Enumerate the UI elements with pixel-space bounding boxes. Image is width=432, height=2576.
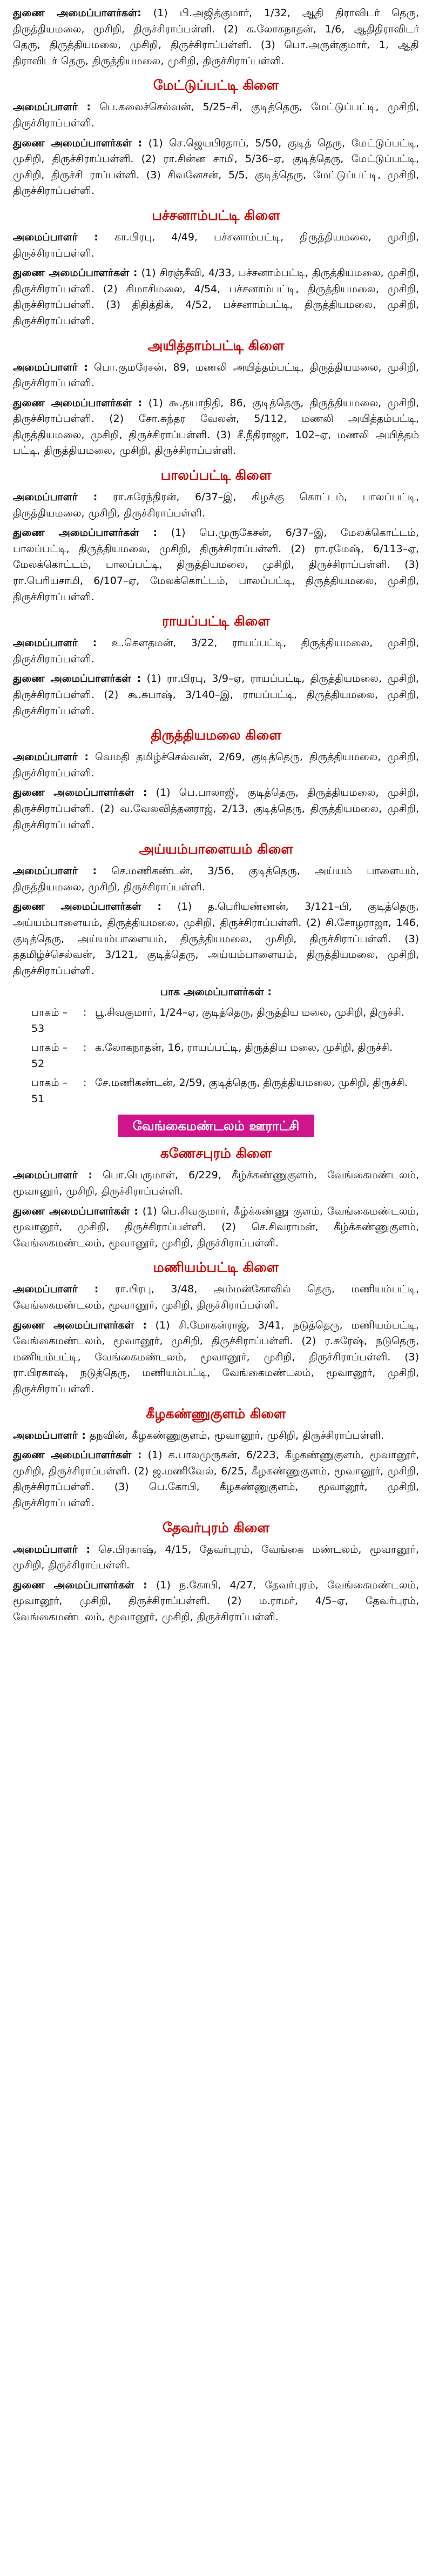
member-paragraph — [13, 635, 419, 667]
member-details: (1) சிரஞ்சீவி, 4/33, பச்சனாம்பட்டி, திருத்தியமலை, முசிறி, திருச்சிராப்பள்ளி. (2) சிமாசிமலை, 4/54, பச்சனாம்பட்டி, திருத்தியமலை, முசிறி, திருச்சிராப்பள்ளி. (3) திதித்திக், 4/52, பச்சனாம்பட்டி, திருத்தியமலை, முசிறி, திருச்சிராப்பள்ளி. — [13, 267, 419, 327]
member-details: பெ.கலைச்செல்வன், 5/25–சி, குடித்தெரு, மேட்டுப்பட்டி, முசிறி, திருச்சிராப்பள்ளி. — [13, 101, 419, 129]
member-paragraph — [13, 863, 419, 895]
role-label: அமைப்பாளர் : — [13, 1543, 91, 1555]
branch-section — [13, 1143, 419, 1251]
member-paragraph — [13, 525, 419, 605]
branch-heading: அய்யம்பாளையம் கிளை — [139, 841, 293, 857]
role-label: அமைப்பாளர் : — [13, 751, 89, 763]
intro-label: துணை அமைப்பாளர்கள்: — [13, 7, 141, 19]
role-label: துணை அமைப்பாளர்கள் : — [13, 1205, 138, 1217]
pagam-number: பாகம் – 52 — [31, 1042, 68, 1070]
pagam-value: பூ.சிவகுமார், 1/24–ஏ, குடித்தெரு, திருத்திய மலை, முசிறி, திருச்சி. — [95, 1006, 404, 1018]
member-details: கா.பிரபு, 4/49, பச்சனாம்பட்டி, திருத்தியமலை, முசிறி, திருச்சிராப்பள்ளி. — [13, 231, 420, 259]
member-details: ரா.பிரபு, 3/48, அம்மன்கோவில் தெரு, மணியம்பட்டி, வேங்கைமண்டலம், மூவானூர், முசிறி, திருச்சிராப்பள்ளி. — [13, 1283, 419, 1312]
branch-heading: அயித்தாம்பட்டி கிளை — [147, 337, 285, 353]
intro-paragraph — [13, 5, 419, 69]
role-label: அமைப்பாளர் : — [13, 361, 88, 373]
member-details: (1) சி.மோகன்ராஜ், 3/41, நடுத்தெரு, மணியம்பட்டி, வேங்கைமண்டலம், மூவானூர், முசிறி, திருச்சிராப்பள்ளி. (2) ர.சுரேஷ், நடுதெரு, மணியம்பட்டி, வேங்கைமண்டலம், மூவானூர், முசிறி, திருச்சிராப்பள்ளி. (3) ரா.பிரகாஷ், நடுத்தெரு, மணியம்பட்டி, வேங்கைமண்டலம், மூவானூர், முசிறி, திருச்சிராப்பள்ளி. — [13, 1319, 419, 1395]
role-label: துணை அமைப்பாளர்கள் : — [13, 1449, 142, 1461]
role-label: துணை அமைப்பாளர்கள் : — [13, 137, 143, 149]
pagam-rows — [13, 1005, 419, 1108]
member-paragraph — [13, 1542, 419, 1574]
member-paragraph — [13, 136, 419, 199]
member-paragraph — [13, 265, 419, 329]
role-label: அமைப்பாளர் : — [13, 1429, 86, 1441]
branch-heading: திருத்தியமலை கிளை — [151, 727, 281, 743]
pagam-colon: : — [83, 1006, 87, 1018]
member-paragraph — [13, 1204, 419, 1252]
member-paragraph — [13, 489, 419, 521]
role-label: அமைப்பாளர் : — [13, 865, 97, 877]
branch-section — [13, 336, 419, 460]
member-paragraph — [13, 1447, 419, 1511]
member-details: (1) ரா.பிரபு, 3/9–ஏ, ராயப்பட்டி, திருத்தியமலை, முசிறி, திருச்சிராப்பள்ளி. (2) கூ.சுபாஷ், 3/140–இ, ராயப்பட்டி, திருத்தியமலை, முசிறி, திருச்சிராப்பள்ளி. — [13, 673, 419, 717]
pagam-title: பாக அமைப்பாளர்கள் : — [160, 986, 272, 998]
role-label: அமைப்பாளர் : — [13, 1169, 92, 1182]
member-details: (1) பெ.பாலாஜி, குடித்தெரு, திருத்தியமலை, முசிறி, திருச்சிராப்பள்ளி. (2) வ.வேலவித்தனராஜ், 2/13, குடித்தெரு, திருத்தியமலை, முசிறி, திருச்சிராப்பள்ளி. — [13, 787, 419, 831]
branch-section — [13, 839, 419, 979]
role-label: துணை அமைப்பாளர்கள் : — [13, 1319, 147, 1331]
pagam-number: பாகம் – 51 — [31, 1077, 68, 1105]
member-details: பொ.குமரேசன், 89, மணலி அயித்தம்பட்டி, திருத்தியமலை, முசிறி, திருச்சிராப்பள்ளி. — [13, 361, 419, 390]
member-details: செ.பிரகாஷ், 4/15, தேவர்புரம், வேங்கை மண்டலம், மூவானூர், முசிறி, திருச்சிராப்பள்ளி. — [13, 1543, 420, 1572]
branch-heading: மேட்டுப்பட்டி கிளை — [153, 77, 279, 93]
branch-heading: கீழகண்ணுகுளம் கிளை — [146, 1405, 286, 1421]
member-paragraph — [13, 749, 419, 781]
branch-heading: பச்சனாம்பட்டி கிளை — [152, 207, 280, 223]
pagam-colon: : — [83, 1077, 87, 1089]
member-paragraph — [13, 395, 419, 459]
branch-section — [13, 75, 419, 199]
member-details: தநவின், கீழகண்ணுகுளம், மூவானூர், முசிறி, திருச்சிராப்பள்ளி. — [89, 1429, 384, 1441]
member-details: (1) கூ.தயாநிதி, 86, குடித்தெரு, திருத்தியமலை, முசிறி, திருச்சிராப்பள்ளி. (2) சோ.சுந்தர வேலன், 5/112, மணலி அயித்தம்பட்டி, திருத்தியமலை, முசிறி, திருச்சிராப்பள்ளி. (3) சீ.நீதிராஜா, 102–ஏ, மணலி அயித்தம் பட்டி, திருத்தியமலை, முசிறி, திருச்சிராப்பள்ளி. — [13, 397, 420, 457]
branch-section — [13, 1518, 419, 1626]
branch-sections-part1 — [13, 75, 419, 979]
panchayat-banner-wrap — [13, 1115, 419, 1137]
member-paragraph — [13, 785, 419, 833]
role-label: அமைப்பாளர் : — [13, 491, 98, 504]
member-paragraph — [13, 671, 419, 719]
role-label: அமைப்பாளர் : — [13, 1283, 99, 1296]
member-paragraph — [13, 1428, 419, 1444]
member-details: வெமதி தமிழ்ச்செல்வன், 2/69, குடித்தெரு, திருத்தியமலை, முசிறி, திருச்சிராப்பள்ளி. — [13, 751, 419, 779]
role-label: அமைப்பாளர் : — [13, 637, 97, 649]
member-details: (1) ந.கோபி, 4/27, தேவர்புரம், வேங்கைமண்டலம், மூவானூர், முசிறி, திருச்சிராப்பள்ளி. (2) ம.ராமர், 4/5–ஏ, தேவர்புரம், வேங்கைமண்டலம், மூவானூர், முசிறி, திருச்சிராப்பள்ளி. — [13, 1579, 420, 1623]
member-details: பொ.பெருமாள், 6/229, கீழ்க்கண்ணுகுளம், வேங்கைமண்டலம், மூவானூர், முசிறி, திருச்சிராப்பள்ளி. — [13, 1169, 420, 1198]
pagam-colon: : — [83, 1042, 87, 1054]
role-label: துணை அமைப்பாளர்கள் : — [13, 787, 147, 799]
member-paragraph — [13, 899, 419, 979]
role-label: துணை அமைப்பாளர்கள் : — [13, 527, 158, 539]
branch-heading: பாலப்பட்டி கிளை — [160, 467, 272, 484]
branch-section — [13, 465, 419, 605]
pagam-row — [13, 1075, 419, 1107]
member-paragraph — [13, 1168, 419, 1199]
role-label: அமைப்பாளர் : — [13, 231, 98, 243]
member-paragraph — [13, 1282, 419, 1313]
member-paragraph — [13, 230, 419, 261]
panchayat-banner: வேங்கைமண்டலம் ஊராட்சி — [118, 1115, 315, 1137]
member-details: ரா.சுரேந்திரன், 6/37–இ, கிழக்கு கொட்டம், பாலப்பட்டி, திருத்தியமலை, முசிறி, திருச்சிராப்பள்ளி. — [13, 491, 419, 519]
branch-heading: கணேசபுரம் கிளை — [160, 1145, 272, 1162]
member-paragraph — [13, 1318, 419, 1398]
pagam-row — [13, 1040, 419, 1072]
member-details: செ.மணிகண்டன், 3/56, குடித்தெரு, அய்யம் பாளையம், திருத்தியமலை, முசிறி, திருச்சிராப்பள்ளி. — [13, 865, 419, 893]
member-details: (1) பெ.சிவகுமார், கீழ்க்கண்ணு குளம், வேங்கைமண்டலம், மூவானூர், முசிறி, திருச்சிராப்பள்ளி. (2) செ.சிவராமன், கீழ்க்கண்ணுகுளம், வேங்கைமண்டலம், மூவானூர், முசிறி, திருச்சிராப்பள்ளி. — [13, 1205, 420, 1249]
member-paragraph — [13, 360, 419, 392]
role-label: துணை அமைப்பாளர்கள் : — [13, 673, 141, 685]
role-label: துணை அமைப்பாளர்கள் : — [13, 397, 143, 409]
role-label: துணை அமைப்பாளர்கள் : — [13, 1579, 147, 1591]
pagam-value: க.லோகநாதன், 16, ராயப்பட்டி, திருத்திய மலை, முசிறி, திருச்சி. — [95, 1042, 393, 1054]
branch-heading: மணியம்பட்டி கிளை — [153, 1259, 279, 1276]
role-label: அமைப்பாளர் : — [13, 101, 91, 113]
branch-section — [13, 725, 419, 833]
member-details: (1) த.பெரியண்ணன், 3/121–பி, குடித்தெரு, அய்யம்பாளையம், திருத்தியமலை, முசிறி, திருச்சிராப்பள்ளி. (2) சி.சோழராஜா, 146, குடித்தெரு, அய்யம்பாளையம், திருத்தியமலை, முசிறி, திருச்சிராப்பள்ளி. (3) ததமிழ்ச்செல்வன், 3/121, குடித்தெரு, அய்யம்பாளையம், திருத்தியமலை, முசிறி, திருச்சிராப்பள்ளி. — [13, 901, 420, 977]
branch-heading: ராயப்பட்டி கிளை — [162, 613, 270, 629]
branch-section — [13, 611, 419, 719]
member-paragraph — [13, 1578, 419, 1626]
pagam-value: சே.மணிகண்டன், 2/59, குடித்தெரு, திருத்தியமலை, முசிறி, திருச்சி. — [95, 1077, 408, 1089]
member-details: (1) பெ.முருகேசன், 6/37–இ, மேலக்கொட்டம், பாலப்பட்டி, திருத்தியமலை, முசிறி, திருச்சிராப்பள்ளி. (2) ரா.ரமேஷ், 6/113–ஏ, மேலக்கொட்டம், பாலப்பட்டி, திருத்தியமலை, முசிறி, திருச்சிராப்பள்ளி. (3) ரா.பெரியசாமி, 6/107–ஏ, மேலக்கொட்டம், பாலப்பட்டி, திருத்தியமலை, முசிறி, திருச்சிராப்பள்ளி. — [13, 527, 419, 603]
branch-sections-part2 — [13, 1143, 419, 1625]
member-details: (1) க.பாலமுருகன், 6/223, கீழகண்ணுகுளம், மூவானூர், முசிறி, திருச்சிராப்பள்ளி. (2) ஜ.மணிவேல், 6/25, கீழகண்ணுகுளம், மூவானூர், முசிறி, திருச்சிராப்பள்ளி. (3) பெ.கோபி, கீழகண்ணுகுளம், மூவானூர், முசிறி, திருச்சிராப்பள்ளி. — [13, 1449, 419, 1509]
intro-text: (1) பி.அஜித்குமார், 1/32, ஆதி திராவிடர் தெரு, திருத்தியமலை, முசிறி, திருச்சிராப்பள்ளி. (2) க.லோகநாதன், 1/6, ஆதிதிராவிடர் தெரு, திருத்தியமலை, முசிறி, திருச்சிராப்பள்ளி. (3) பொ.அருள்குமார், 1, ஆதி திராவிடர் தெரு, திருத்தியமலை, முசிறி, திருச்சிராப்பள்ளி. — [13, 7, 419, 67]
role-label: துணை அமைப்பாளர்கள் : — [13, 267, 138, 279]
branch-section — [13, 205, 419, 330]
member-details: உ.கௌதமன், 3/22, ராயப்பட்டி, திருத்தியமலை, முசிறி, திருச்சிராப்பள்ளி. — [13, 637, 419, 665]
member-paragraph — [13, 99, 419, 131]
pagam-row — [13, 1005, 419, 1037]
pagam-number: பாகம் – 53 — [31, 1006, 68, 1035]
role-label: துணை அமைப்பாளர்கள் : — [13, 901, 161, 913]
pagam-section — [13, 984, 419, 1107]
member-details: (1) செ.ஜெயபிரதாப், 5/50, குடித் தெரு, மேட்டுப்பட்டி, முசிறி, திருச்சிராப்பள்ளி. (2) ரா.சின்ன சாமி, 5/36–ஏ, குடித்தெரு, மேட்டுப்பட்டி, முசிறி, திருச்சி ராப்பள்ளி. (3) சிவனேசன், 5/5, குடித்தெரு, மேட்டுப்பட்டி, முசிறி, திருச்சிராப்பள்ளி. — [13, 137, 419, 197]
branch-heading: தேவர்புரம் கிளை — [162, 1519, 270, 1535]
branch-section — [13, 1404, 419, 1512]
branch-section — [13, 1257, 419, 1397]
